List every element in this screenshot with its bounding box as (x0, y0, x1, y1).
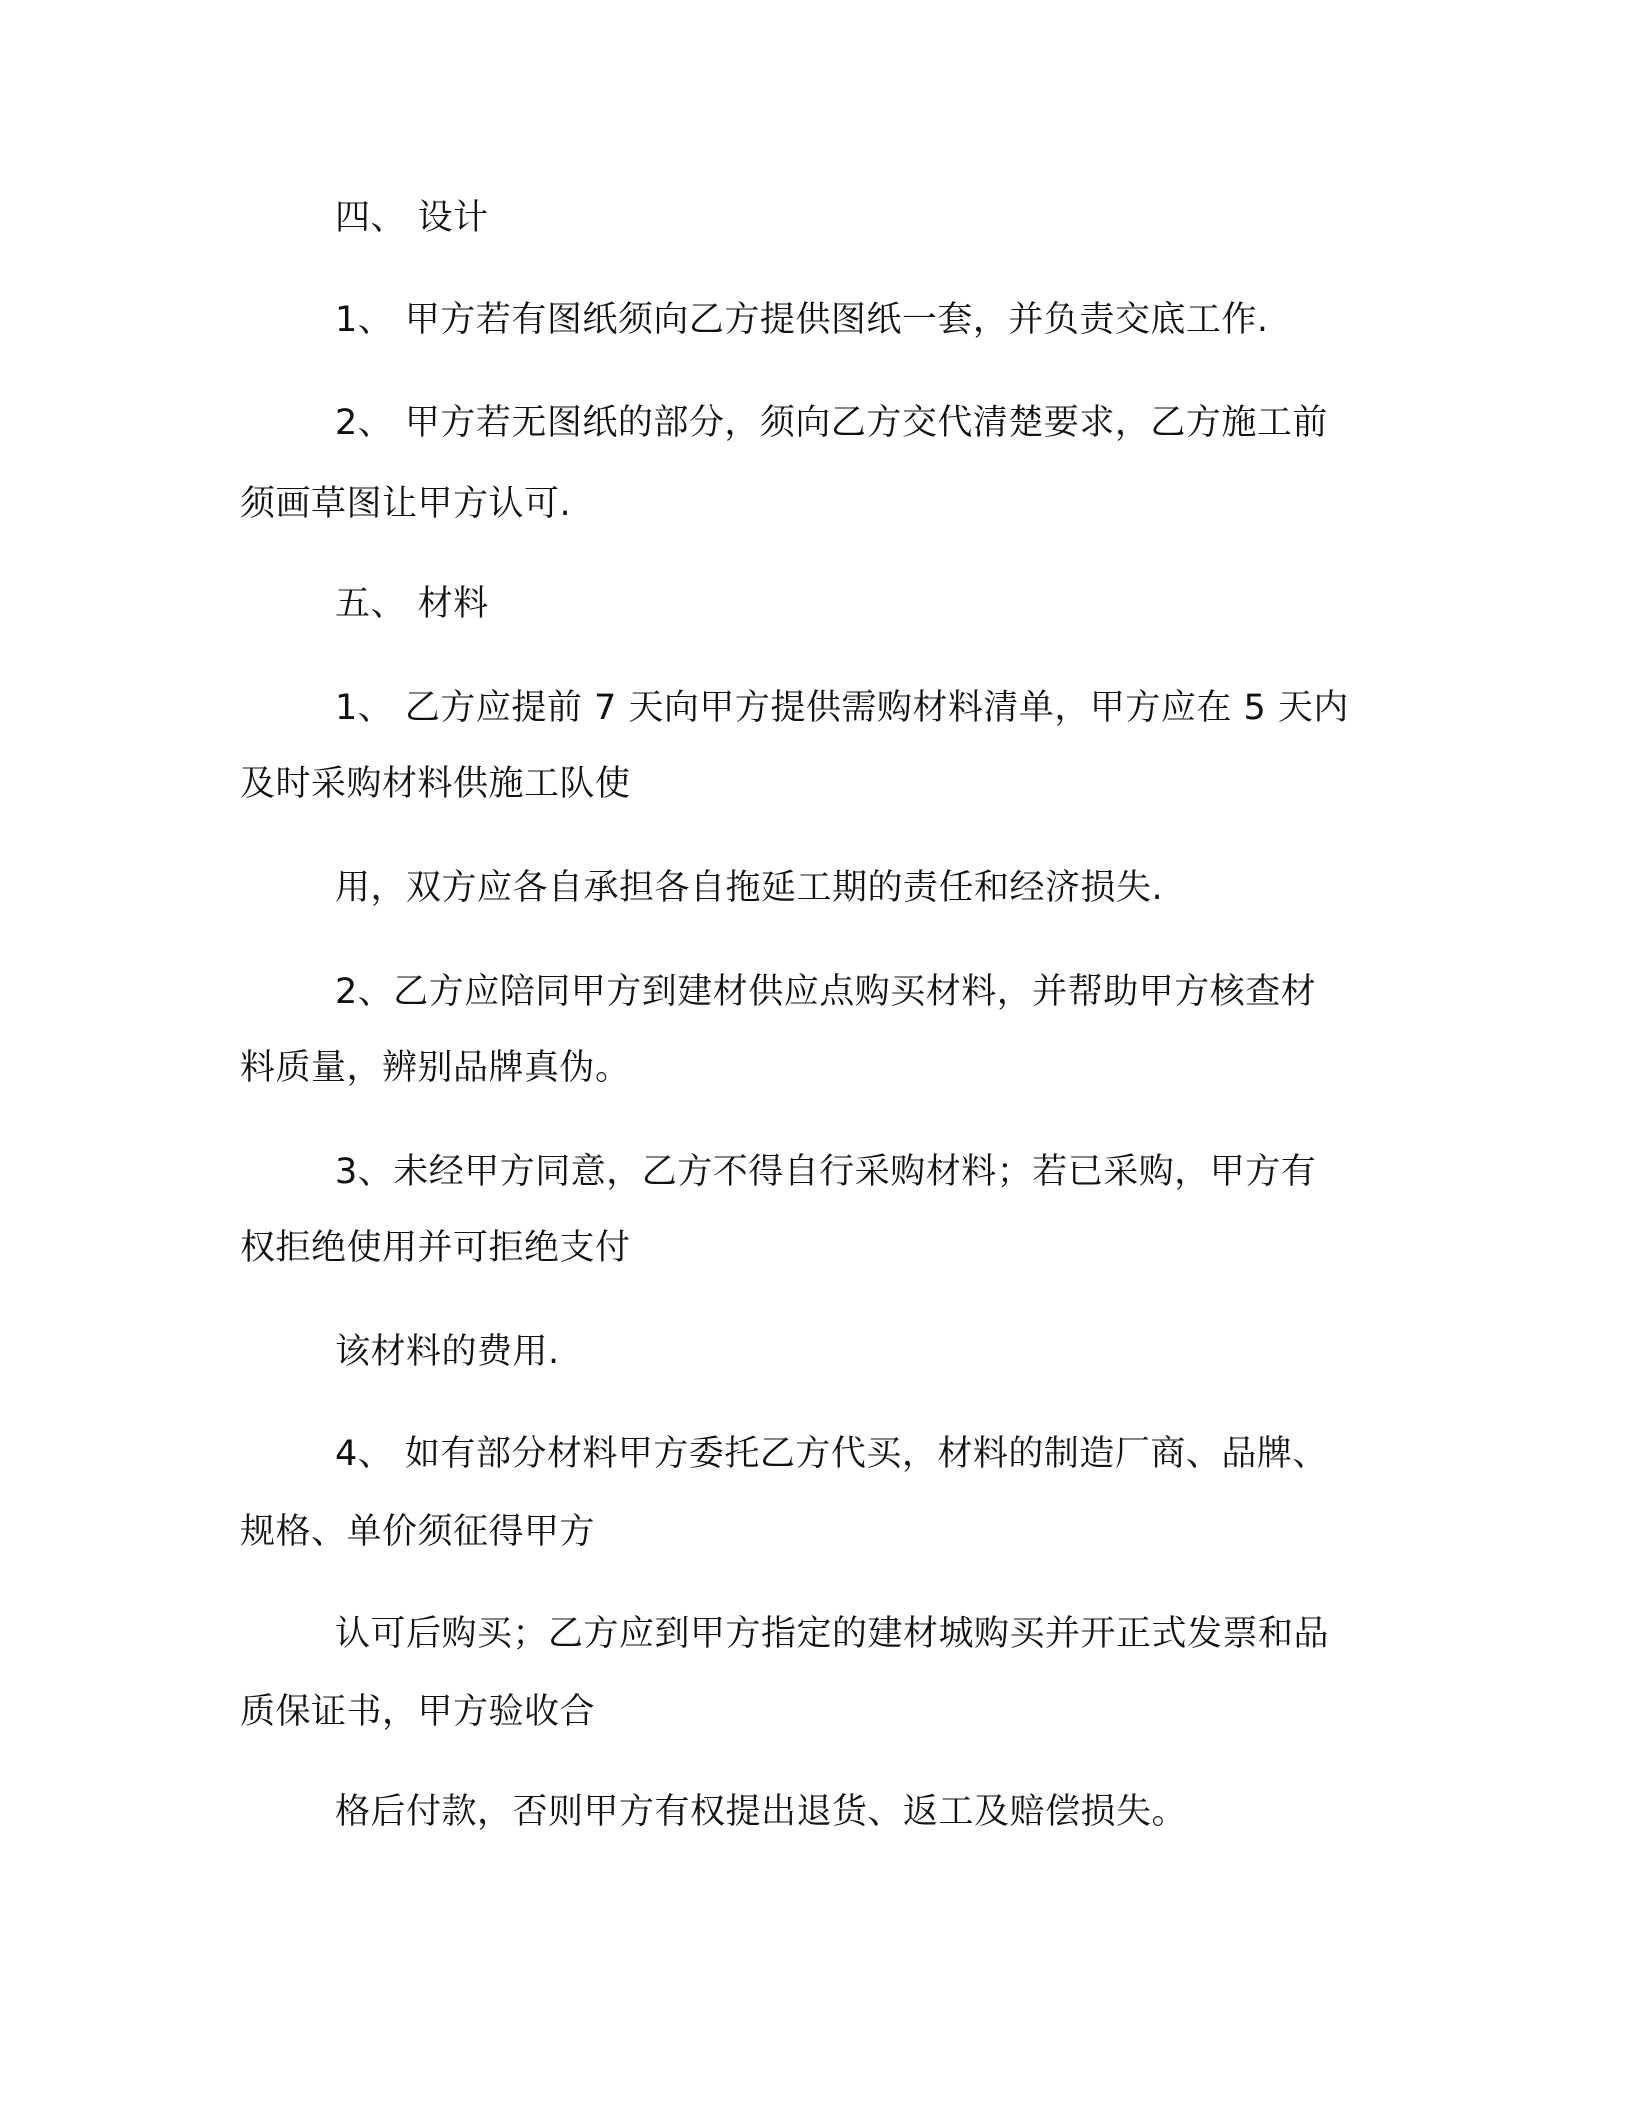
paragraph-line: 3、未经甲方同意，乙方不得自行采购材料；若已采购，甲方有 (335, 1152, 1317, 1192)
paragraph-line: 规格、单价须征得甲方 (240, 1512, 596, 1552)
paragraph-line: 认可后购买；乙方应到甲方指定的建材城购买并开正式发票和品 (335, 1614, 1330, 1654)
section-heading-design: 四、 设计 (335, 198, 489, 238)
paragraph-line: 2、乙方应陪同甲方到建材供应点购买材料，并帮助甲方核查材 (335, 972, 1317, 1012)
paragraph-line: 2、 甲方若无图纸的部分，须向乙方交代清楚要求，乙方施工前 (335, 403, 1328, 443)
paragraph-line: 该材料的费用. (335, 1332, 560, 1372)
paragraph-line: 4、 如有部分材料甲方委托乙方代买，材料的制造厂商、品牌、 (335, 1434, 1328, 1474)
paragraph-line: 料质量，辨别品牌真伪。 (240, 1048, 631, 1088)
paragraph-line: 及时采购材料供施工队使 (240, 764, 631, 804)
paragraph-line: 权拒绝使用并可拒绝支付 (240, 1228, 631, 1268)
paragraph-line: 1、 甲方若有图纸须向乙方提供图纸一套，并负责交底工作. (335, 300, 1269, 340)
paragraph-line: 须画草图让甲方认可. (240, 484, 572, 524)
paragraph-line: 用，双方应各自承担各自拖延工期的责任和经济损失. (335, 868, 1164, 908)
section-heading-materials: 五、 材料 (335, 584, 489, 624)
paragraph-line: 质保证书，甲方验收合 (240, 1692, 596, 1732)
paragraph-line: 格后付款，否则甲方有权提出退货、返工及赔偿损失。 (335, 1792, 1188, 1832)
paragraph-line: 1、 乙方应提前 7 天向甲方提供需购材料清单，甲方应在 5 天内 (335, 688, 1349, 728)
